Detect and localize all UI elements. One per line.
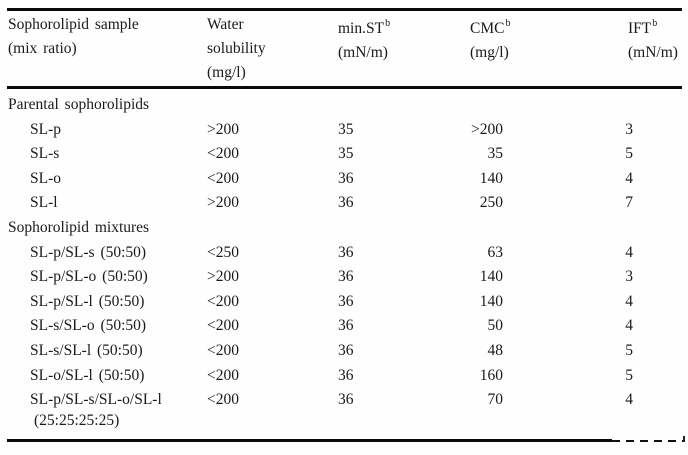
min-st-cell: 36 — [338, 169, 354, 187]
header-min-st-name — [338, 13, 425, 41]
scan-artifact-dashes — [612, 440, 684, 442]
water-solubility-cell: <200 — [207, 169, 239, 187]
water-solubility-cell: <200 — [207, 292, 239, 310]
ift-cell: 5 — [625, 341, 633, 359]
header-ift-label: IFT — [628, 20, 652, 38]
cmc-cell: 250 — [479, 194, 503, 212]
table-row-sl-p-sl-o — [0, 265, 688, 290]
water-solubility-cell: <200 — [207, 391, 239, 409]
ift-cell: 5 — [625, 145, 633, 163]
ift-cell: 4 — [625, 292, 633, 310]
section-row-mixtures — [0, 216, 688, 241]
water-solubility-cell: <250 — [207, 243, 239, 261]
water-solubility-cell: <200 — [207, 366, 239, 384]
section-row-parental — [0, 93, 688, 118]
water-solubility-cell: >200 — [207, 194, 239, 212]
header-min-st-unit: (mN/m) — [338, 44, 388, 62]
sample-cell: SL-s — [30, 145, 60, 163]
footnote-marker-b: b — [385, 18, 391, 29]
cmc-cell: 50 — [487, 317, 503, 335]
sample-cell: SL-o/SL-l (50:50) — [30, 366, 145, 384]
water-solubility-cell: <200 — [207, 145, 239, 163]
header-min-st-column — [330, 13, 425, 85]
sample-cell: SL-p — [30, 120, 61, 138]
table-row-sl-s-sl-o — [0, 314, 688, 339]
cmc-cell: 140 — [479, 292, 503, 310]
header-ift-column — [505, 13, 688, 85]
header-water-solubility-column — [199, 13, 330, 85]
ift-cell: 4 — [625, 317, 633, 335]
table-body — [0, 93, 688, 437]
header-ift-unit: (mN/m) — [628, 44, 678, 62]
table-top-rule — [7, 8, 682, 11]
cmc-cell: 63 — [487, 243, 503, 261]
water-solubility-cell: <200 — [207, 341, 239, 359]
header-ift-name — [628, 13, 688, 41]
sample-cell — [0, 388, 199, 432]
min-st-cell: 35 — [338, 120, 354, 138]
table-row-sl-l — [0, 191, 688, 216]
header-cmc-unit: (mg/l) — [470, 44, 509, 62]
cmc-cell: 160 — [479, 366, 503, 384]
min-st-cell: 36 — [338, 292, 354, 310]
ift-cell: 5 — [625, 366, 633, 384]
header-sample-line2: (mix ratio) — [8, 40, 77, 57]
header-min-st-label: min.ST — [338, 20, 385, 38]
table-row-sl-p-sl-s — [0, 241, 688, 266]
table-row-quad-mix — [0, 388, 688, 437]
sample-line2: (25:25:25:25) — [34, 412, 120, 430]
table-header-rule — [7, 86, 682, 89]
min-st-cell: 36 — [338, 317, 354, 335]
cmc-cell: 48 — [487, 341, 503, 359]
sample-cell: SL-o — [30, 169, 61, 187]
ift-cell: 4 — [625, 243, 633, 261]
min-st-cell: 35 — [338, 145, 354, 163]
table-row-sl-p-sl-l — [0, 290, 688, 315]
table-bottom-rule — [7, 439, 612, 442]
header-cmc-label: CMC — [470, 20, 505, 38]
header-sample-line1: Sophorolipid sample — [8, 16, 139, 33]
table-row-sl-o — [0, 167, 688, 192]
cmc-cell: 140 — [479, 169, 503, 187]
header-cmc-column — [425, 13, 511, 85]
table-row-sl-o-sl-l — [0, 364, 688, 389]
sample-cell: SL-l — [30, 194, 58, 212]
ift-cell: 4 — [625, 169, 633, 187]
sample-cell: SL-p/SL-o (50:50) — [30, 268, 148, 286]
header-water-line1: Water — [207, 16, 244, 33]
header-water-line2: solubility — [207, 40, 266, 57]
min-st-cell: 36 — [338, 243, 354, 261]
min-st-cell: 36 — [338, 366, 354, 384]
sample-line1: SL-p/SL-s/SL-o/SL-l — [30, 391, 162, 409]
footnote-marker-b: b — [652, 18, 658, 29]
footnote-marker-b: b — [505, 18, 511, 29]
water-solubility-cell: >200 — [207, 268, 239, 286]
min-st-cell: 36 — [338, 391, 354, 409]
min-st-cell: 36 — [338, 268, 354, 286]
min-st-cell: 36 — [338, 341, 354, 359]
table-header-row — [0, 13, 688, 85]
cmc-cell: 140 — [479, 268, 503, 286]
section-label: Parental sophorolipids — [8, 96, 150, 113]
ift-cell: 7 — [625, 194, 633, 212]
cmc-cell: >200 — [471, 120, 503, 138]
table-row-sl-s-sl-l — [0, 339, 688, 364]
header-sample-column — [0, 13, 199, 85]
ift-cell: 4 — [625, 391, 633, 409]
cmc-cell: 35 — [487, 145, 503, 163]
sample-cell: SL-s/SL-l (50:50) — [30, 341, 143, 359]
water-solubility-cell: >200 — [207, 120, 239, 138]
sample-cell: SL-s/SL-o (50:50) — [30, 317, 147, 335]
min-st-cell: 36 — [338, 194, 354, 212]
section-label: Sophorolipid mixtures — [8, 218, 150, 236]
cmc-cell: 70 — [487, 391, 503, 409]
ift-cell: 3 — [625, 120, 633, 138]
scan-artifact-tick — [683, 436, 685, 442]
header-water-line3: (mg/l) — [207, 64, 246, 81]
ift-cell: 3 — [625, 268, 633, 286]
table-row-sl-s — [0, 142, 688, 167]
sample-cell: SL-p/SL-s (50:50) — [30, 243, 147, 261]
sample-cell: SL-p/SL-l (50:50) — [30, 292, 145, 310]
water-solubility-cell: <200 — [207, 317, 239, 335]
header-cmc-name — [470, 13, 511, 41]
table-row-sl-p — [0, 118, 688, 143]
